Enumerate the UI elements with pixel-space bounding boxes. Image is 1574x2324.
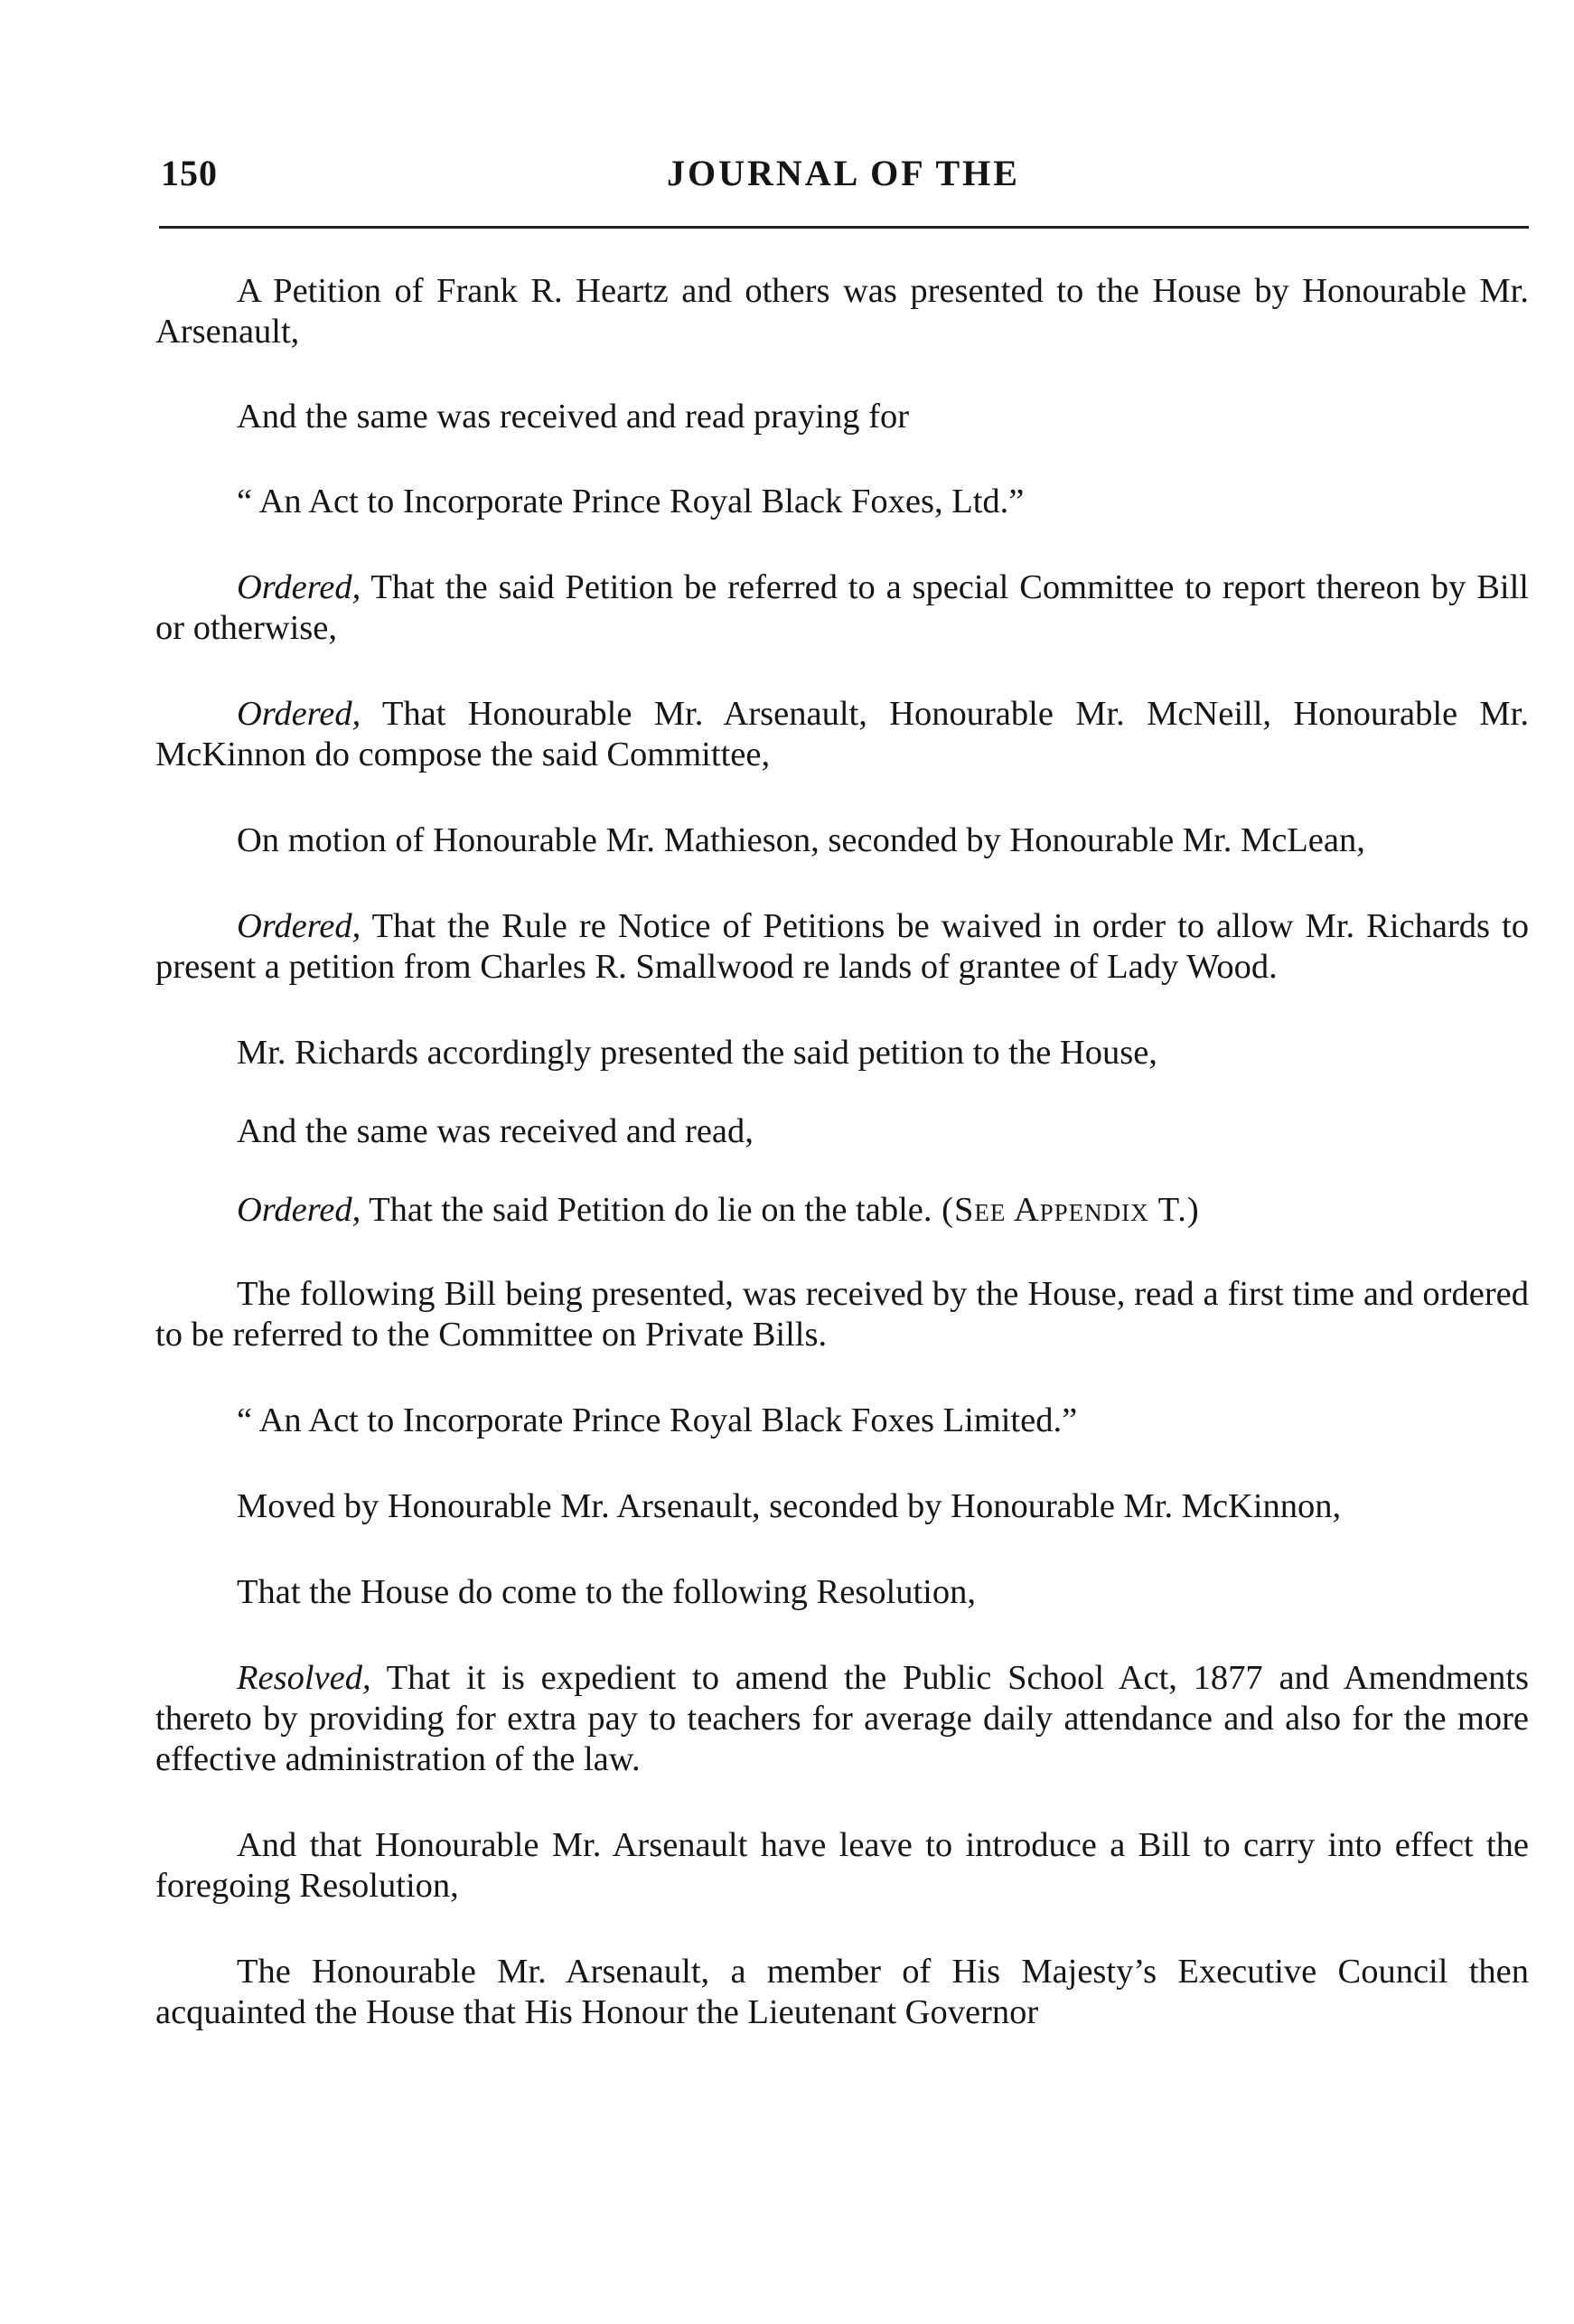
paragraph-ordered-committee: Ordered, That the said Petition be referred to a special Committee to report thereon by Bill or otherwise, [155, 568, 1529, 647]
paragraph-leave-introduce-bill: And that Honourable Mr. Arsenault have leave to introduce a Bill to carry into effect the foregoing Resolution, [155, 1826, 1529, 1905]
header-rule [159, 226, 1529, 229]
running-head: JOURNAL OF THE [667, 153, 1020, 193]
paragraph-ordered-members: Ordered, That Honourable Mr. Arsenault, Honourable Mr. McNeill, Honourable Mr. McKinnon do compose the said Committee, [155, 695, 1529, 773]
paragraph-bill-presented: The following Bill being presented, was received by the House, read a first time and ordered to be referred to the Committee on Private Bills. [155, 1275, 1529, 1354]
page-number: 150 [161, 153, 218, 193]
paragraph-resolved-school-act: Resolved, That it is expedient to amend the Public School Act, 1877 and Amendments thereto by providing for extra pay to teachers for average daily attendance and also for the more effective administration of the law. [155, 1659, 1529, 1778]
paragraph-richards-presented: Mr. Richards accordingly presented the said petition to the House, [237, 1034, 1157, 1072]
paragraph-petition-heartz: A Petition of Frank R. Heartz and others was presented to the House by Honourable Mr. Arsenault, [155, 272, 1529, 351]
paragraph-act-title: “ An Act to Incorporate Prince Royal Black Foxes, Ltd.” [237, 483, 1025, 520]
paragraph-ordered-rule-waived: Ordered, That the Rule re Notice of Petitions be waived in order to allow Mr. Richards to present a petition from Charles R. Smallwood re lands of grantee of Lady Wood. [155, 907, 1529, 986]
page-header [161, 152, 1525, 206]
paragraph-motion-mathieson: On motion of Honourable Mr. Mathieson, seconded by Honourable Mr. McLean, [237, 821, 1365, 859]
paragraph-executive-council: The Honourable Mr. Arsenault, a member of His Majesty’s Executive Council then acquainted the House that His Honour the Lieutenant Governor [155, 1953, 1529, 2031]
paragraph-ordered-lie-on-table: Ordered, That the said Petition do lie on the table. (See Appendix T.) [237, 1191, 1200, 1229]
appendix-reference: (See Appendix T.) [932, 1191, 1200, 1229]
paragraph-house-resolution: That the House do come to the following Resolution, [237, 1573, 976, 1611]
paragraph-moved-arsenault: Moved by Honourable Mr. Arsenault, seconded by Honourable Mr. McKinnon, [237, 1487, 1342, 1525]
paragraph-received-read: And the same was received and read praying for [237, 398, 910, 436]
journal-body [155, 271, 1529, 2033]
paragraph-received-read-2: And the same was received and read, [237, 1112, 754, 1150]
paragraph-act-title-limited: “ An Act to Incorporate Prince Royal Black Foxes Limited.” [237, 1401, 1078, 1439]
